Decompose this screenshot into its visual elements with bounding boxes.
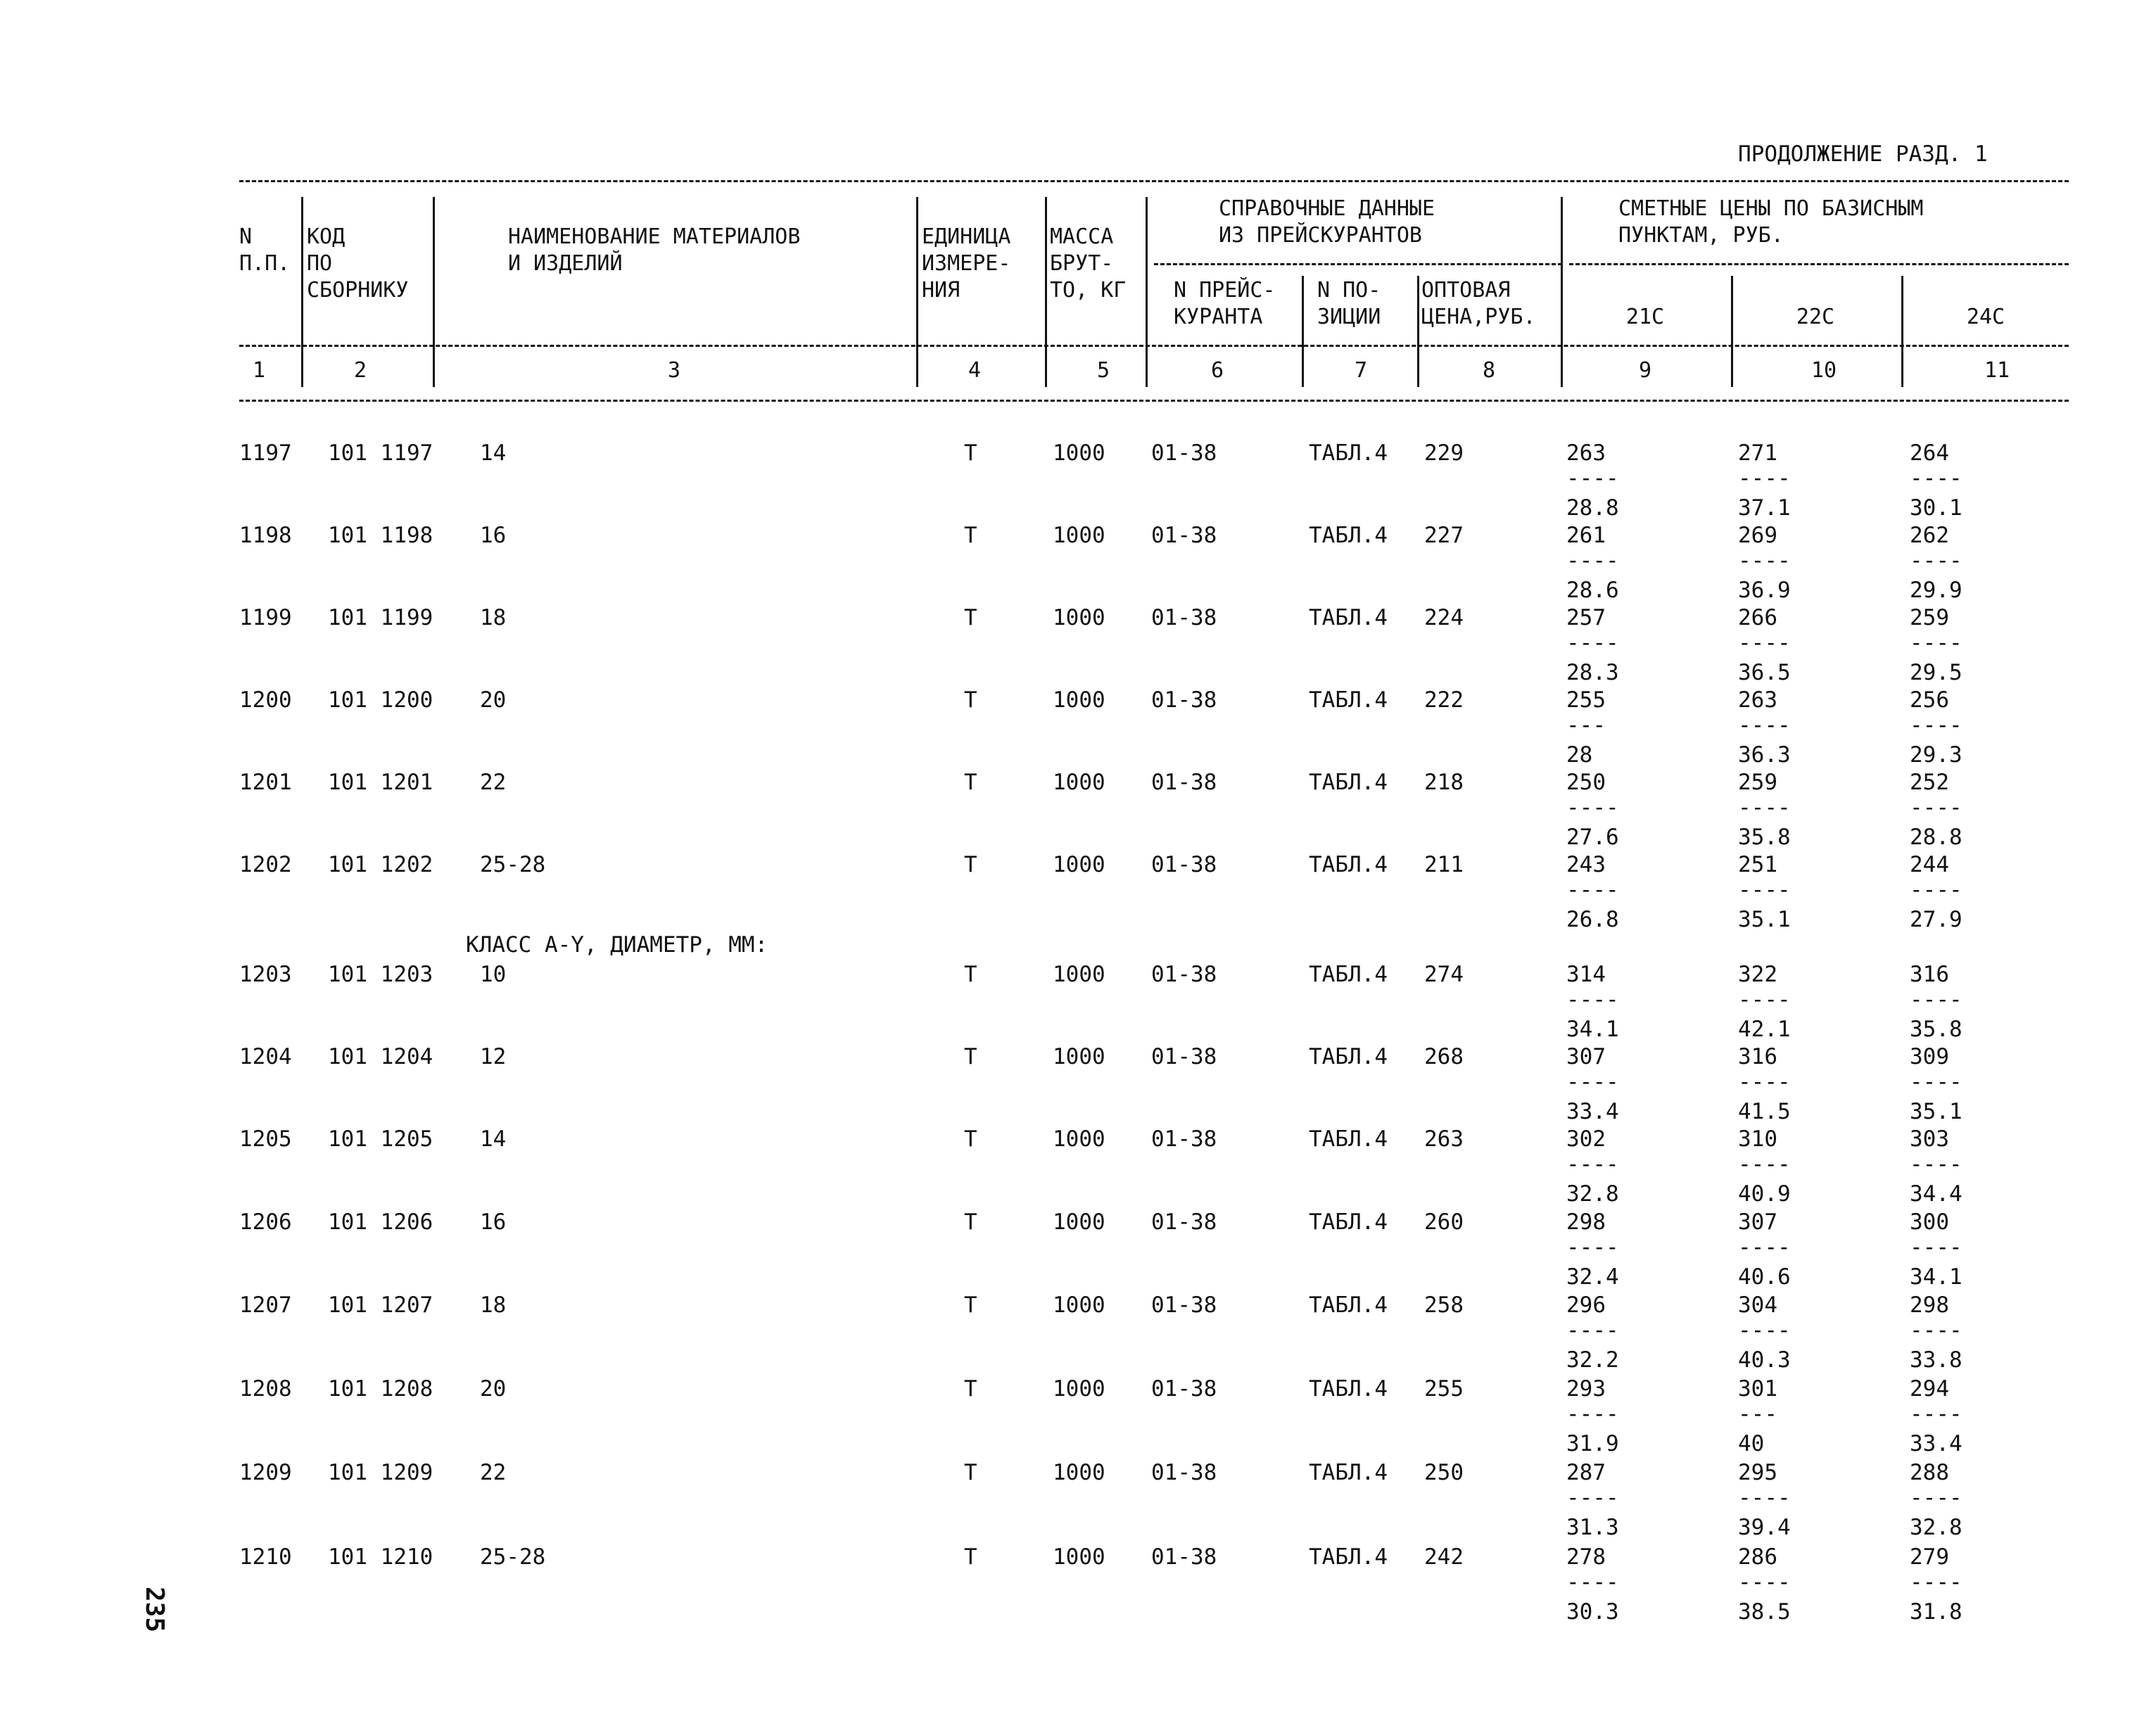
group-split-rule-ref — [1154, 263, 1562, 265]
price-21c-value: 302 — [1566, 1126, 1606, 1152]
price-22c-sub: 35.1 — [1738, 907, 1791, 932]
row-code: 101 1207 — [328, 1292, 433, 1318]
row-name: 18 — [480, 1292, 507, 1318]
row-name: 25-28 — [480, 852, 546, 877]
header-divider — [1417, 276, 1419, 387]
price-24c-sub: 32.8 — [1910, 1515, 1962, 1540]
row-unit: Т — [964, 605, 977, 630]
row-name: 10 — [480, 962, 507, 987]
price-22c-sub: 37.1 — [1738, 495, 1791, 521]
row-position: ТАБЛ.4 — [1309, 1292, 1388, 1318]
header-divider — [1561, 197, 1563, 387]
row-pricelist: 01-38 — [1151, 687, 1217, 713]
price-24c-divider: ---- — [1910, 713, 1962, 738]
row-mass: 1000 — [1053, 1044, 1105, 1069]
price-22c-sub: 36.9 — [1738, 578, 1791, 603]
row-position: ТАБЛ.4 — [1309, 1044, 1388, 1069]
price-21c-sub: 28.8 — [1566, 495, 1619, 521]
price-21c-value: 296 — [1566, 1292, 1606, 1318]
price-21c-divider: ---- — [1566, 630, 1619, 656]
row-code: 101 1199 — [328, 605, 433, 630]
row-position: ТАБЛ.4 — [1309, 1460, 1388, 1485]
price-21c-divider: ---- — [1566, 1402, 1619, 1427]
price-24c-value: 309 — [1910, 1044, 1949, 1069]
price-24c-sub: 34.4 — [1910, 1181, 1962, 1207]
row-pricelist: 01-38 — [1151, 1126, 1217, 1152]
price-22c-sub: 40.9 — [1738, 1181, 1791, 1207]
row-number: 1207 — [239, 1292, 292, 1318]
row-pricelist: 01-38 — [1151, 852, 1217, 877]
price-24c-divider: ---- — [1910, 1069, 1962, 1095]
column-number: 3 — [667, 358, 681, 383]
row-mass: 1000 — [1053, 1126, 1105, 1152]
price-21c-sub: 26.8 — [1566, 907, 1619, 932]
price-21c-sub: 32.8 — [1566, 1181, 1619, 1207]
price-24c-divider: ---- — [1910, 1485, 1962, 1511]
price-21c-sub: 32.4 — [1566, 1264, 1619, 1290]
row-unit: Т — [964, 1292, 977, 1318]
price-22c-value: 301 — [1738, 1376, 1777, 1402]
row-name: 25-28 — [480, 1544, 546, 1570]
row-wholesale: 274 — [1424, 962, 1464, 987]
row-unit: Т — [964, 852, 977, 877]
price-22c-divider: ---- — [1738, 1152, 1791, 1177]
row-unit: Т — [964, 1376, 977, 1402]
price-21c-divider: ---- — [1566, 1485, 1619, 1511]
price-21c-divider: ---- — [1566, 1235, 1619, 1260]
price-21c-value: 287 — [1566, 1460, 1606, 1485]
header-divider — [1302, 276, 1304, 387]
price-24c-divider: ---- — [1910, 795, 1962, 820]
row-position: ТАБЛ.4 — [1309, 1126, 1388, 1152]
row-unit: Т — [964, 1209, 977, 1235]
price-21c-divider: ---- — [1566, 987, 1619, 1012]
price-21c-divider: --- — [1566, 713, 1606, 738]
price-21c-value: 250 — [1566, 770, 1606, 795]
price-22c-divider: ---- — [1738, 987, 1791, 1012]
row-wholesale: 258 — [1424, 1292, 1464, 1318]
row-position: ТАБЛ.4 — [1309, 1544, 1388, 1570]
price-24c-divider: ---- — [1910, 877, 1962, 903]
row-pricelist: 01-38 — [1151, 962, 1217, 987]
row-pricelist: 01-38 — [1151, 1209, 1217, 1235]
price-22c-value: 266 — [1738, 605, 1777, 630]
row-number: 1203 — [239, 962, 292, 987]
row-code: 101 1210 — [328, 1544, 433, 1570]
price-24c-sub: 30.1 — [1910, 495, 1962, 521]
price-22c-value: 295 — [1738, 1460, 1777, 1485]
row-mass: 1000 — [1053, 523, 1105, 548]
header-divider — [1731, 276, 1733, 387]
header-divider — [301, 197, 303, 387]
header-pricelist: N ПРЕЙС- КУРАНТА — [1174, 278, 1276, 329]
row-unit: Т — [964, 1460, 977, 1485]
price-21c-value: 255 — [1566, 687, 1606, 713]
row-position: ТАБЛ.4 — [1309, 523, 1388, 548]
price-24c-sub: 33.4 — [1910, 1431, 1962, 1456]
page-number: 235 — [140, 1587, 169, 1633]
price-22c-divider: ---- — [1738, 1570, 1791, 1595]
price-22c-value: 307 — [1738, 1209, 1777, 1235]
row-wholesale: 227 — [1424, 523, 1464, 548]
column-number: 4 — [968, 358, 982, 383]
header-group-ref: СПРАВОЧНЫЕ ДАННЫЕ ИЗ ПРЕЙСКУРАНТОВ — [1219, 196, 1435, 248]
price-24c-value: 252 — [1910, 770, 1949, 795]
price-24c-sub: 35.1 — [1910, 1099, 1962, 1124]
row-code: 101 1208 — [328, 1376, 433, 1402]
column-number: 6 — [1210, 358, 1224, 383]
price-24c-value: 262 — [1910, 523, 1949, 548]
row-name: 20 — [480, 687, 507, 713]
price-21c-divider: ---- — [1566, 1570, 1619, 1595]
column-number: 9 — [1638, 358, 1652, 383]
price-22c-sub: 40 — [1738, 1431, 1765, 1456]
price-24c-divider: ---- — [1910, 987, 1962, 1012]
price-21c-sub: 28.3 — [1566, 660, 1619, 685]
price-24c-value: 303 — [1910, 1126, 1949, 1152]
header-bottom-rule — [239, 400, 2069, 402]
row-code: 101 1204 — [328, 1044, 433, 1069]
price-24c-value: 256 — [1910, 687, 1949, 713]
price-21c-value: 307 — [1566, 1044, 1606, 1069]
section-label: КЛАСС А-Y, ДИАМЕТР, ММ: — [466, 932, 768, 958]
price-21c-divider: ---- — [1566, 877, 1619, 903]
price-22c-value: 322 — [1738, 962, 1777, 987]
header-unit: ЕДИНИЦА ИЗМЕРЕ- НИЯ — [922, 224, 1011, 303]
row-wholesale: 229 — [1424, 440, 1464, 466]
row-code: 101 1200 — [328, 687, 433, 713]
row-number: 1209 — [239, 1460, 292, 1485]
price-21c-divider: ---- — [1566, 1152, 1619, 1177]
row-pricelist: 01-38 — [1151, 1544, 1217, 1570]
price-22c-value: 304 — [1738, 1292, 1777, 1318]
row-pricelist: 01-38 — [1151, 1376, 1217, 1402]
price-21c-sub: 31.9 — [1566, 1431, 1619, 1456]
header-name: НАИМЕНОВАНИЕ МАТЕРИАЛОВ И ИЗДЕЛИЙ — [508, 224, 801, 276]
row-pricelist: 01-38 — [1151, 523, 1217, 548]
header-position: N ПО- ЗИЦИИ — [1317, 278, 1381, 329]
header-divider — [916, 197, 918, 387]
price-22c-sub: 42.1 — [1738, 1017, 1791, 1042]
price-22c-sub: 40.3 — [1738, 1347, 1791, 1373]
price-21c-value: 263 — [1566, 440, 1606, 466]
price-22c-sub: 40.6 — [1738, 1264, 1791, 1290]
row-unit: Т — [964, 1126, 977, 1152]
price-24c-sub: 29.3 — [1910, 742, 1962, 768]
price-24c-value: 244 — [1910, 852, 1949, 877]
price-21c-value: 257 — [1566, 605, 1606, 630]
price-24c-value: 264 — [1910, 440, 1949, 466]
row-mass: 1000 — [1053, 440, 1105, 466]
header-code: КОД ПО СБОРНИКУ — [307, 224, 409, 303]
row-pricelist: 01-38 — [1151, 770, 1217, 795]
header-divider — [1901, 276, 1903, 387]
row-wholesale: 224 — [1424, 605, 1464, 630]
price-24c-divider: ---- — [1910, 1570, 1962, 1595]
price-22c-divider: ---- — [1738, 548, 1791, 573]
row-unit: Т — [964, 962, 977, 987]
price-22c-divider: ---- — [1738, 877, 1791, 903]
row-number: 1206 — [239, 1209, 292, 1235]
row-wholesale: 242 — [1424, 1544, 1464, 1570]
row-code: 101 1201 — [328, 770, 433, 795]
row-mass: 1000 — [1053, 1376, 1105, 1402]
row-mass: 1000 — [1053, 1460, 1105, 1485]
row-name: 22 — [480, 770, 507, 795]
row-mass: 1000 — [1053, 687, 1105, 713]
row-number: 1200 — [239, 687, 292, 713]
price-22c-sub: 38.5 — [1738, 1599, 1791, 1625]
price-21c-divider: ---- — [1566, 1318, 1619, 1343]
price-21c-value: 278 — [1566, 1544, 1606, 1570]
row-position: ТАБЛ.4 — [1309, 962, 1388, 987]
column-number: 1 — [252, 358, 266, 383]
header-mid-rule — [239, 345, 2069, 347]
price-22c-sub: 41.5 — [1738, 1099, 1791, 1124]
price-21c-sub: 28 — [1566, 742, 1593, 768]
price-24c-value: 288 — [1910, 1460, 1949, 1485]
group-split-rule-prices — [1569, 263, 2069, 265]
row-wholesale: 263 — [1424, 1126, 1464, 1152]
price-24c-value: 279 — [1910, 1544, 1949, 1570]
row-pricelist: 01-38 — [1151, 605, 1217, 630]
price-24c-divider: ---- — [1910, 1318, 1962, 1343]
row-mass: 1000 — [1053, 1544, 1105, 1570]
price-24c-value: 259 — [1910, 605, 1949, 630]
price-21c-value: 243 — [1566, 852, 1606, 877]
price-22c-value: 286 — [1738, 1544, 1777, 1570]
row-name: 20 — [480, 1376, 507, 1402]
price-22c-value: 269 — [1738, 523, 1777, 548]
row-position: ТАБЛ.4 — [1309, 1376, 1388, 1402]
price-24c-sub: 34.1 — [1910, 1264, 1962, 1290]
header-24c: 24С — [1966, 305, 2005, 329]
price-22c-divider: ---- — [1738, 1485, 1791, 1511]
price-24c-sub: 27.9 — [1910, 907, 1962, 932]
price-24c-divider: ---- — [1910, 466, 1962, 491]
row-pricelist: 01-38 — [1151, 440, 1217, 466]
price-21c-divider: ---- — [1566, 466, 1619, 491]
price-22c-sub: 35.8 — [1738, 825, 1791, 850]
row-code: 101 1198 — [328, 523, 433, 548]
row-name: 18 — [480, 605, 507, 630]
row-code: 101 1209 — [328, 1460, 433, 1485]
row-pricelist: 01-38 — [1151, 1460, 1217, 1485]
row-number: 1197 — [239, 440, 292, 466]
header-divider — [1045, 197, 1047, 387]
row-name: 16 — [480, 1209, 507, 1235]
price-22c-value: 316 — [1738, 1044, 1777, 1069]
row-number: 1210 — [239, 1544, 292, 1570]
price-22c-sub: 39.4 — [1738, 1515, 1791, 1540]
price-21c-divider: ---- — [1566, 1069, 1619, 1095]
price-24c-value: 316 — [1910, 962, 1949, 987]
row-mass: 1000 — [1053, 852, 1105, 877]
column-number: 5 — [1096, 358, 1110, 383]
price-21c-sub: 32.2 — [1566, 1347, 1619, 1373]
price-24c-sub: 33.8 — [1910, 1347, 1962, 1373]
row-code: 101 1206 — [328, 1209, 433, 1235]
row-number: 1208 — [239, 1376, 292, 1402]
row-position: ТАБЛ.4 — [1309, 770, 1388, 795]
price-22c-value: 310 — [1738, 1126, 1777, 1152]
row-mass: 1000 — [1053, 962, 1105, 987]
column-number: 7 — [1354, 358, 1368, 383]
row-position: ТАБЛ.4 — [1309, 440, 1388, 466]
row-position: ТАБЛ.4 — [1309, 852, 1388, 877]
price-21c-sub: 31.3 — [1566, 1515, 1619, 1540]
row-number: 1205 — [239, 1126, 292, 1152]
row-wholesale: 222 — [1424, 687, 1464, 713]
price-21c-sub: 34.1 — [1566, 1017, 1619, 1042]
row-mass: 1000 — [1053, 770, 1105, 795]
header-divider — [433, 197, 435, 387]
header-group-prices: СМЕТНЫЕ ЦЕНЫ ПО БАЗИСНЫМ ПУНКТАМ, РУБ. — [1618, 196, 1924, 248]
row-unit: Т — [964, 687, 977, 713]
price-22c-divider: ---- — [1738, 630, 1791, 656]
column-number: 8 — [1482, 358, 1496, 383]
price-24c-sub: 29.5 — [1910, 660, 1962, 685]
row-number: 1201 — [239, 770, 292, 795]
row-unit: Т — [964, 1544, 977, 1570]
column-number: 11 — [1984, 358, 2010, 383]
row-number: 1204 — [239, 1044, 292, 1069]
row-mass: 1000 — [1053, 1209, 1105, 1235]
row-code: 101 1205 — [328, 1126, 433, 1152]
row-wholesale: 260 — [1424, 1209, 1464, 1235]
price-22c-sub: 36.5 — [1738, 660, 1791, 685]
price-24c-divider: ---- — [1910, 630, 1962, 656]
row-wholesale: 255 — [1424, 1376, 1464, 1402]
price-22c-divider: ---- — [1738, 795, 1791, 820]
price-24c-value: 300 — [1910, 1209, 1949, 1235]
row-name: 22 — [480, 1460, 507, 1485]
price-22c-value: 271 — [1738, 440, 1777, 466]
row-mass: 1000 — [1053, 1292, 1105, 1318]
column-number: 10 — [1811, 358, 1837, 383]
row-position: ТАБЛ.4 — [1309, 1209, 1388, 1235]
row-unit: Т — [964, 1044, 977, 1069]
row-wholesale: 250 — [1424, 1460, 1464, 1485]
price-22c-value: 251 — [1738, 852, 1777, 877]
row-unit: Т — [964, 440, 977, 466]
price-22c-value: 263 — [1738, 687, 1777, 713]
price-22c-sub: 36.3 — [1738, 742, 1791, 768]
price-22c-divider: ---- — [1738, 713, 1791, 738]
row-pricelist: 01-38 — [1151, 1292, 1217, 1318]
header-22c: 22С — [1796, 305, 1835, 329]
continuation-label: ПРОДОЛЖЕНИЕ РАЗД. 1 — [1738, 141, 1988, 167]
price-24c-divider: ---- — [1910, 1235, 1962, 1260]
price-21c-sub: 30.3 — [1566, 1599, 1619, 1625]
row-wholesale: 268 — [1424, 1044, 1464, 1069]
row-position: ТАБЛ.4 — [1309, 605, 1388, 630]
header-divider — [1146, 197, 1148, 387]
price-21c-sub: 28.6 — [1566, 578, 1619, 603]
price-22c-divider: --- — [1738, 1402, 1777, 1427]
row-mass: 1000 — [1053, 605, 1105, 630]
price-22c-divider: ---- — [1738, 466, 1791, 491]
header-top-rule — [239, 180, 2069, 182]
row-name: 14 — [480, 1126, 507, 1152]
row-unit: Т — [964, 770, 977, 795]
row-number: 1202 — [239, 852, 292, 877]
price-24c-divider: ---- — [1910, 548, 1962, 573]
price-22c-divider: ---- — [1738, 1069, 1791, 1095]
header-wholesale: ОПТОВАЯ ЦЕНА,РУБ. — [1421, 278, 1536, 329]
price-21c-value: 298 — [1566, 1209, 1606, 1235]
row-code: 101 1203 — [328, 962, 433, 987]
price-24c-sub: 35.8 — [1910, 1017, 1962, 1042]
row-number: 1199 — [239, 605, 292, 630]
price-22c-divider: ---- — [1738, 1318, 1791, 1343]
price-24c-divider: ---- — [1910, 1152, 1962, 1177]
header-21c: 21С — [1625, 305, 1665, 329]
column-number: 2 — [353, 358, 367, 383]
header-n: N П.П. — [239, 224, 291, 276]
row-wholesale: 211 — [1424, 852, 1464, 877]
row-code: 101 1202 — [328, 852, 433, 877]
row-wholesale: 218 — [1424, 770, 1464, 795]
price-24c-value: 294 — [1910, 1376, 1949, 1402]
price-21c-divider: ---- — [1566, 548, 1619, 573]
price-24c-sub: 29.9 — [1910, 578, 1962, 603]
price-21c-value: 261 — [1566, 523, 1606, 548]
price-21c-value: 293 — [1566, 1376, 1606, 1402]
price-24c-sub: 28.8 — [1910, 825, 1962, 850]
price-22c-divider: ---- — [1738, 1235, 1791, 1260]
price-24c-value: 298 — [1910, 1292, 1949, 1318]
price-24c-divider: ---- — [1910, 1402, 1962, 1427]
price-24c-sub: 31.8 — [1910, 1599, 1962, 1625]
row-name: 16 — [480, 523, 507, 548]
row-name: 12 — [480, 1044, 507, 1069]
price-21c-sub: 27.6 — [1566, 825, 1619, 850]
row-pricelist: 01-38 — [1151, 1044, 1217, 1069]
row-name: 14 — [480, 440, 507, 466]
row-number: 1198 — [239, 523, 292, 548]
price-21c-sub: 33.4 — [1566, 1099, 1619, 1124]
row-position: ТАБЛ.4 — [1309, 687, 1388, 713]
header-mass: МАССА БРУТ- ТО, КГ — [1050, 224, 1127, 303]
price-21c-divider: ---- — [1566, 795, 1619, 820]
row-code: 101 1197 — [328, 440, 433, 466]
price-21c-value: 314 — [1566, 962, 1606, 987]
price-22c-value: 259 — [1738, 770, 1777, 795]
row-unit: Т — [964, 523, 977, 548]
